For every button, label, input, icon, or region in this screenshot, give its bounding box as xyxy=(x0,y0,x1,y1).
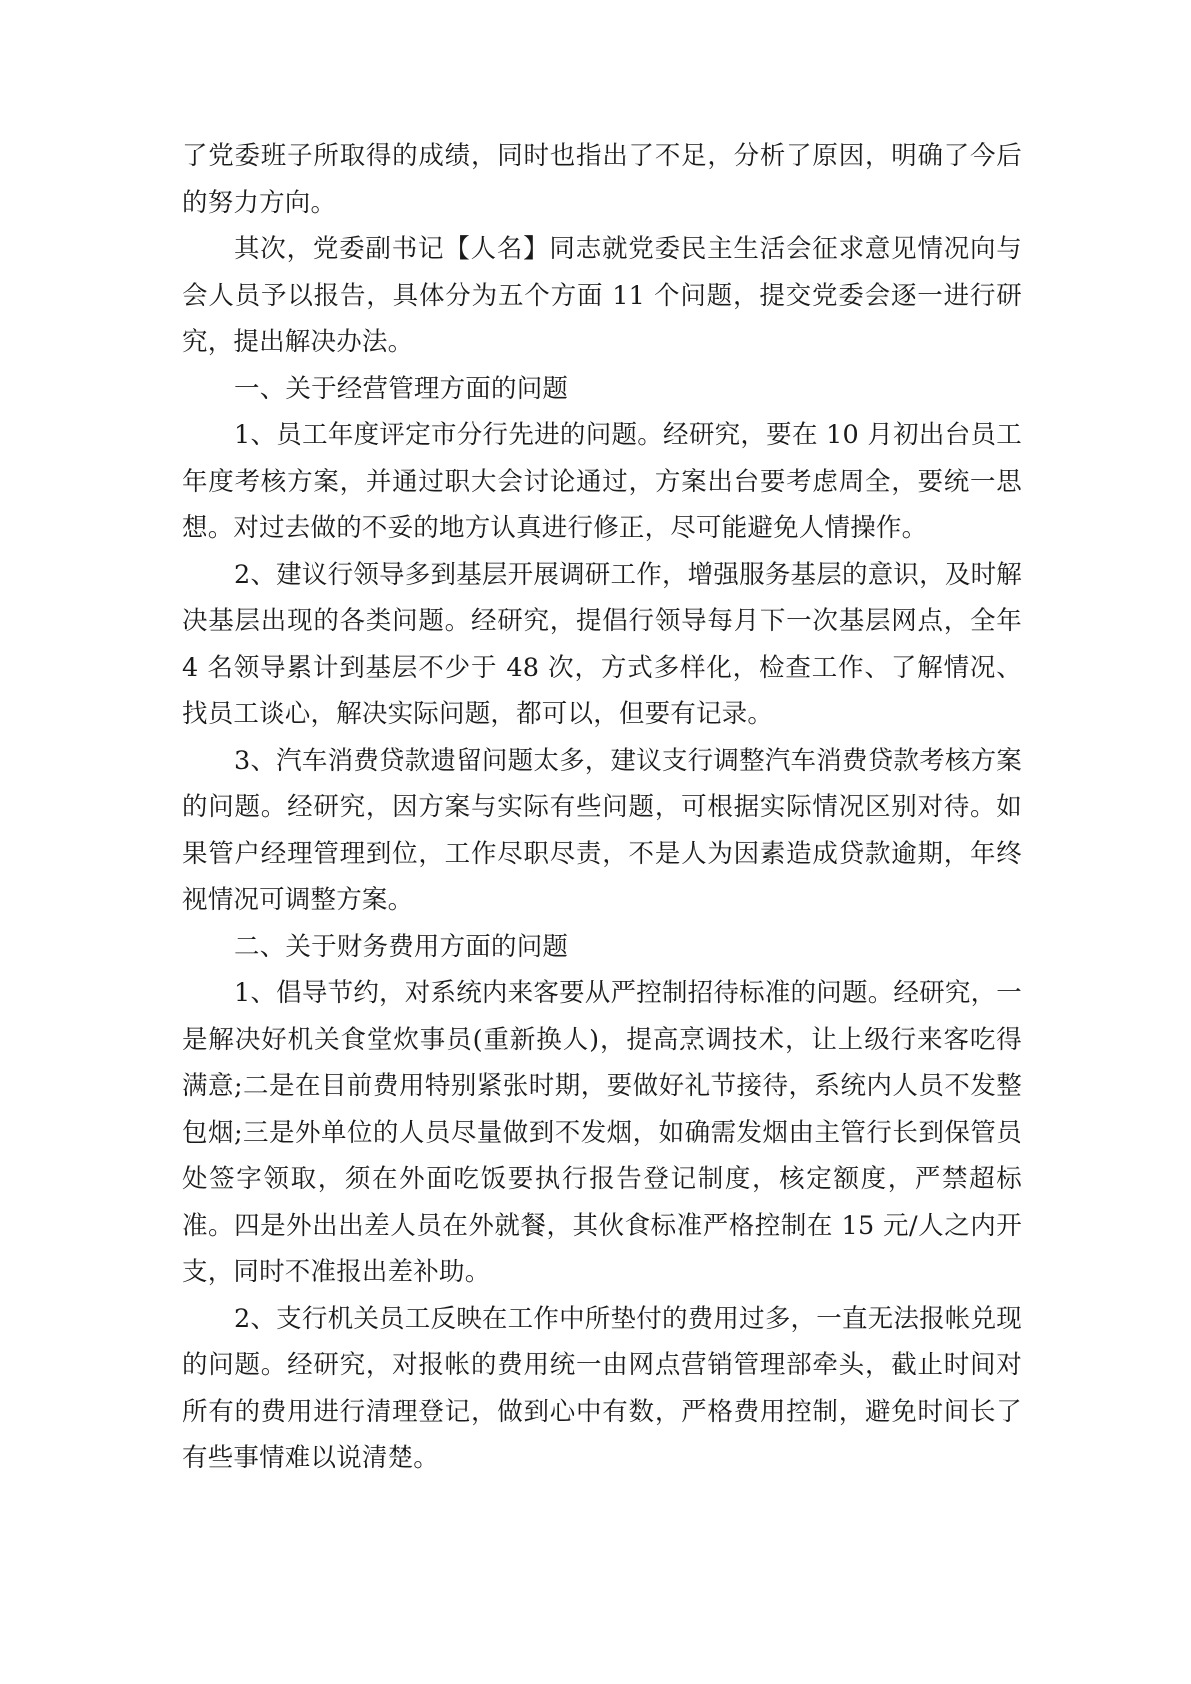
paragraph: 1、员工年度评定市分行先进的问题。经研究，要在 10 月初出台员工年度考核方案，并通过职大会讨论通过，方案出台要考虑周全，要统一思想。对过去做的不妥的地方认真进行修正，尽可能避免人情操作。 xyxy=(182,420,1022,543)
section-heading: 一、关于经营管理方面的问题 xyxy=(234,373,569,404)
section-heading: 二、关于财务费用方面的问题 xyxy=(234,931,569,962)
paragraph: 其次，党委副书记【人名】同志就党委民主生活会征求意见情况向与会人员予以报告，具体分为五个方面 11 个问题，提交党委会逐一进行研究，提出解决办法。 xyxy=(182,234,1022,357)
paragraph: 1、倡导节约，对系统内来客要从严控制招待标准的问题。经研究，一是解决好机关食堂炊事员(重新换人)，提高烹调技术，让上级行来客吃得满意;二是在目前费用特别紧张时期，要做好礼节接待，系统内人员不发整包烟;三是外单位的人员尽量做到不发烟，如确需发烟由主管行长到保管员处签字领取，须在外面吃饭要执行报告登记制度，核定额度，严禁超标准。四是外出出差人员在外就餐，其伙食标准严格控制在 15 元/人之内开支，同时不准报出差补助。 xyxy=(182,978,1022,1287)
paragraph: 2、建议行领导多到基层开展调研工作，增强服务基层的意识，及时解决基层出现的各类问题。经研究，提倡行领导每月下一次基层网点，全年 4 名领导累计到基层不少于 48 次，方式多样化，检查工作、了解情况、找员工谈心，解决实际问题，都可以，但要有记录。 xyxy=(182,559,1022,729)
paragraph: 2、支行机关员工反映在工作中所垫付的费用过多，一直无法报帐兑现的问题。经研究，对报帐的费用统一由网点营销管理部牵头，截止时间对所有的费用进行清理登记，做到心中有数，严格费用控制，避免时间长了有些事情难以说清楚。 xyxy=(182,1303,1022,1473)
document-body xyxy=(182,133,1022,1482)
paragraph: 3、汽车消费贷款遗留问题太多，建议支行调整汽车消费贷款考核方案的问题。经研究，因方案与实际有些问题，可根据实际情况区别对待。如果管户经理管理到位，工作尽职尽责，不是人为因素造成贷款逾期，年终视情况可调整方案。 xyxy=(182,745,1022,915)
paragraph: 了党委班子所取得的成绩，同时也指出了不足，分析了原因，明确了今后的努力方向。 xyxy=(182,141,1022,218)
